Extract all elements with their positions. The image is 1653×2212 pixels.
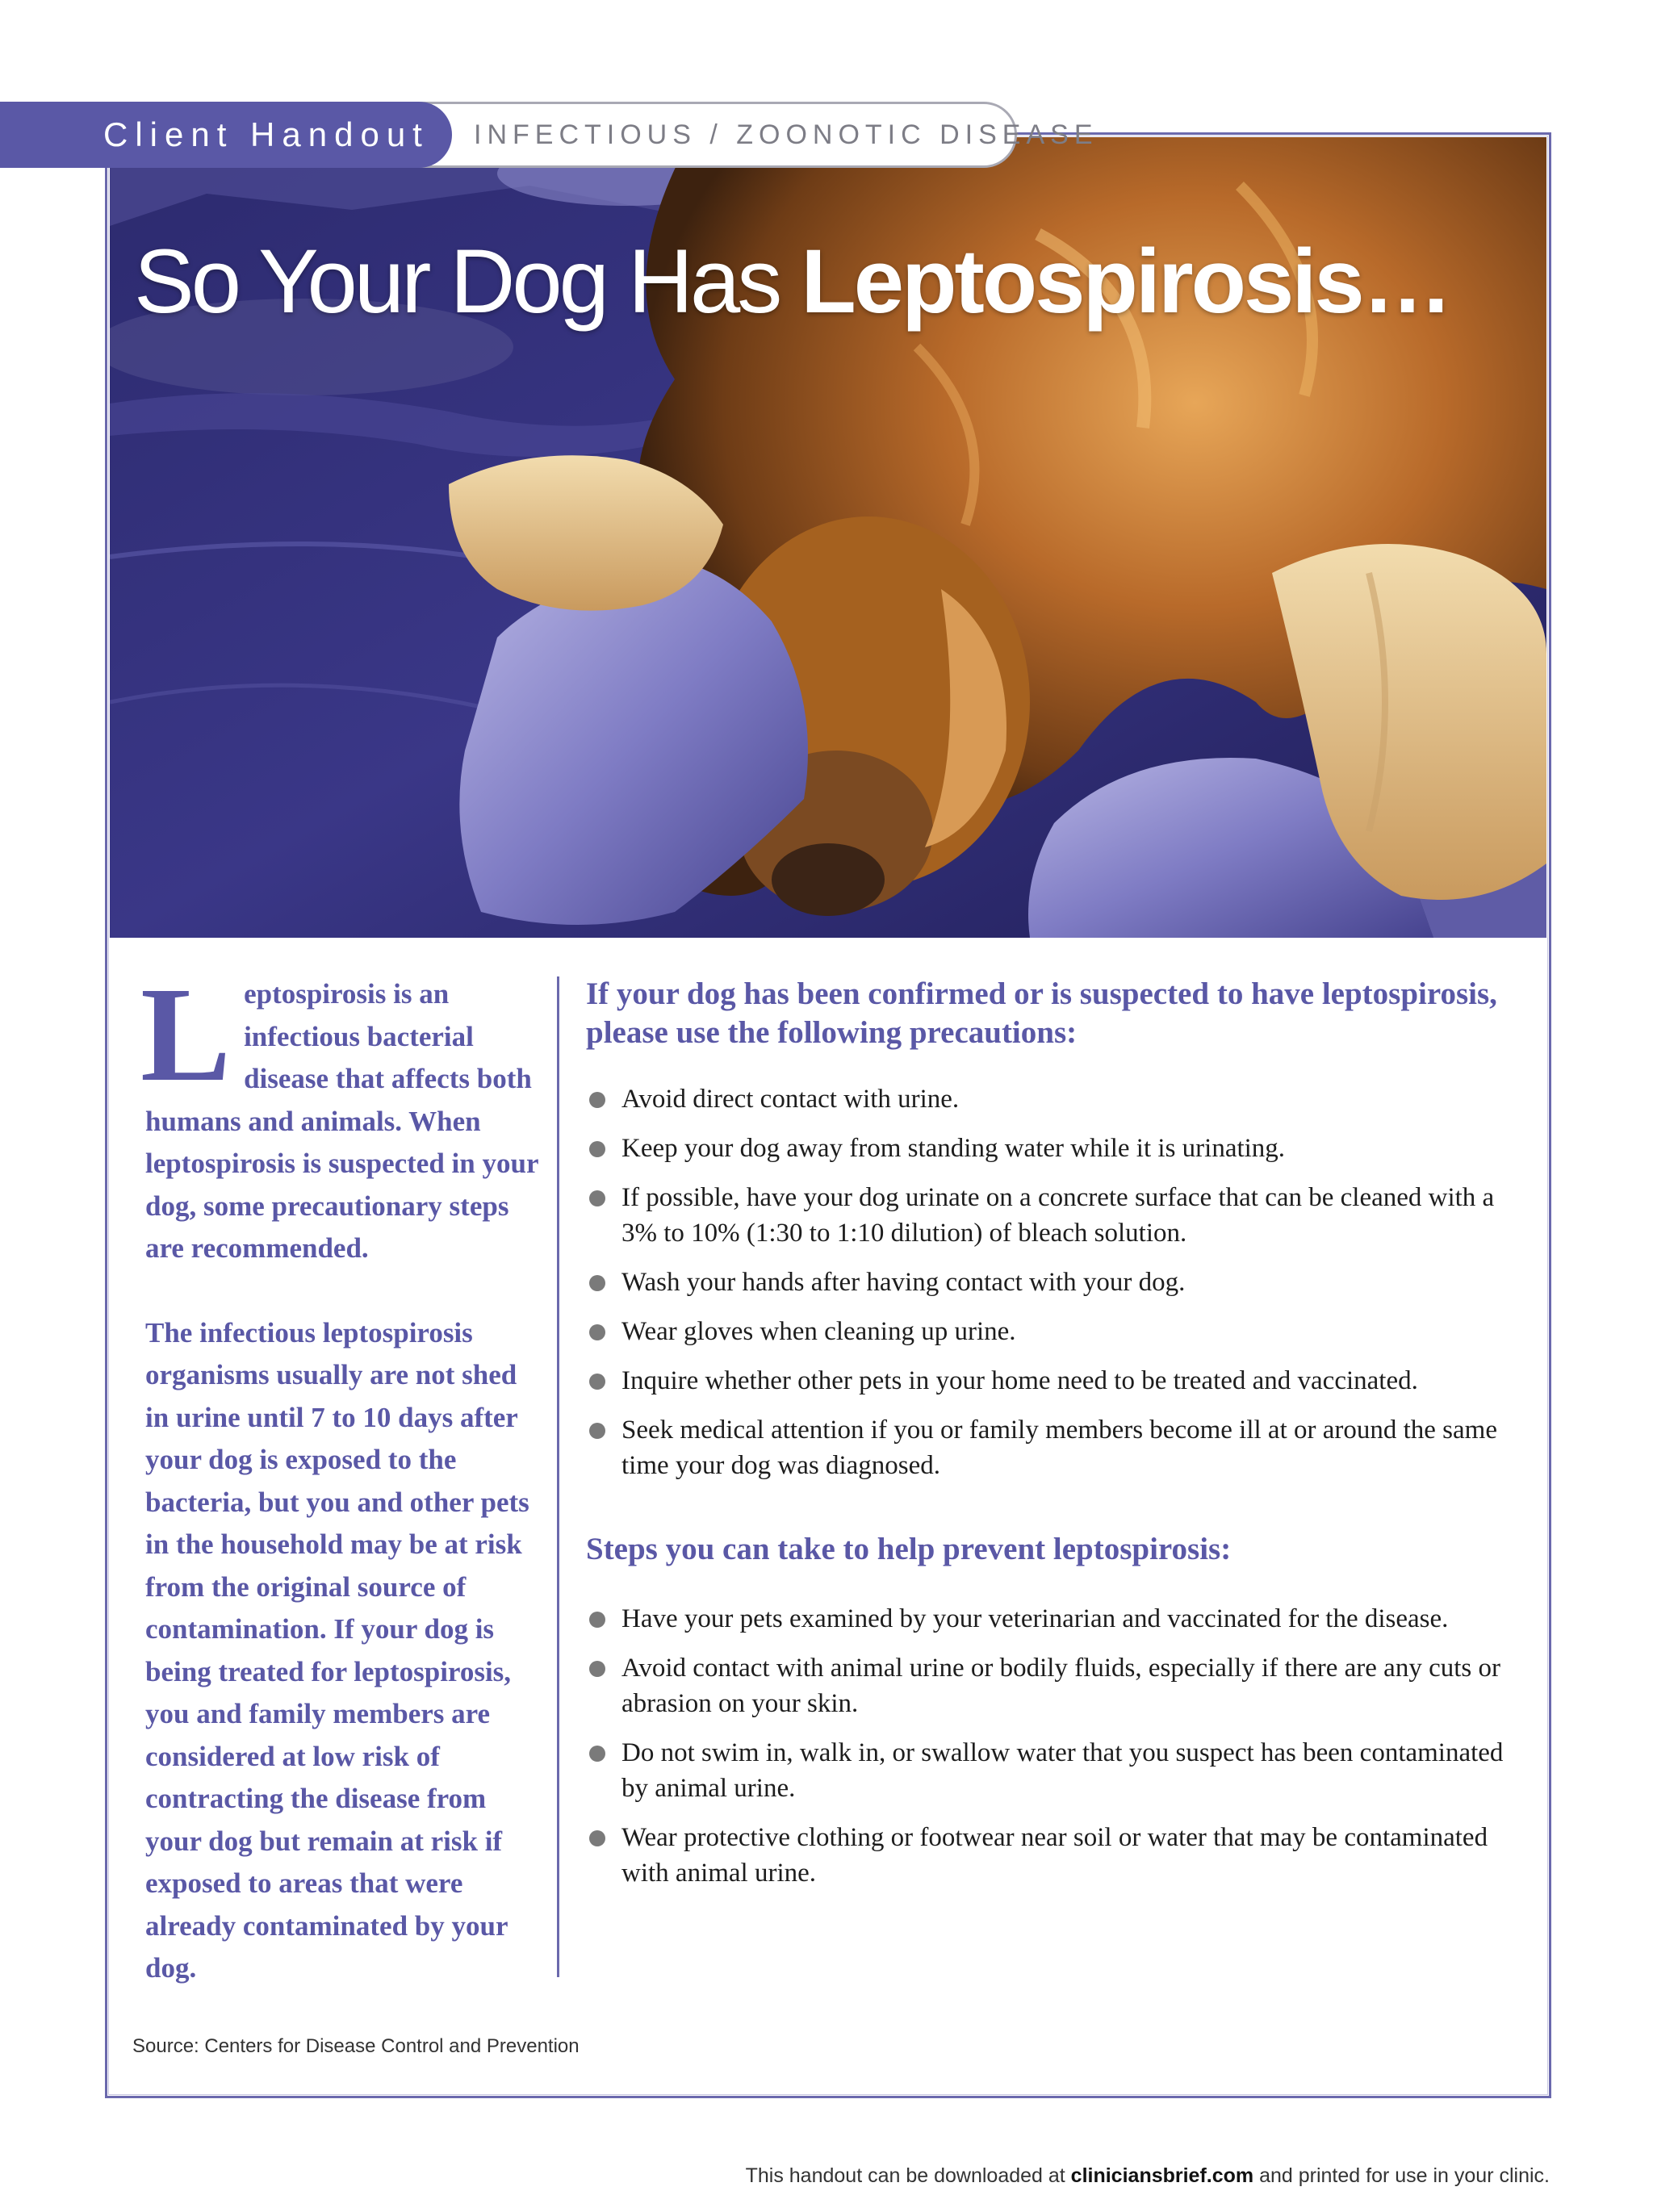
precautions-list <box>586 1081 1514 1483</box>
footer-site-link[interactable]: cliniciansbrief.com <box>1070 2164 1254 2187</box>
bullet-icon <box>589 1423 605 1439</box>
category-tab <box>404 102 1099 168</box>
bullet-icon <box>589 1746 605 1762</box>
list-item <box>586 1735 1514 1806</box>
bullet-icon <box>589 1661 605 1677</box>
list-item <box>586 1601 1514 1637</box>
list-item-text: If possible, have your dog urinate on a concrete surface that can be cleaned with a 3% to 10% (1:30 to 1:10 dilution) of bleach solution. <box>621 1183 1495 1248</box>
prevention-list <box>586 1601 1514 1891</box>
list-item <box>586 1265 1514 1300</box>
dropcap: L <box>140 960 232 1110</box>
bullet-icon <box>589 1092 605 1108</box>
bullet-icon <box>589 1190 605 1206</box>
footer-note <box>746 2164 1550 2188</box>
list-item-text: Wear protective clothing or footwear near soil or water that may be contaminated with animal urine. <box>621 1823 1488 1888</box>
list-item-text: Inquire whether other pets in your home need to be treated and vaccinated. <box>621 1366 1418 1395</box>
client-handout-tab <box>0 102 452 168</box>
list-item-text: Seek medical attention if you or family members become ill at or around the same time your dog was diagnosed. <box>621 1415 1497 1480</box>
list-item <box>586 1820 1514 1891</box>
title-light: So Your Dog Has <box>134 231 801 332</box>
intro-column <box>140 960 541 1990</box>
column-divider <box>557 976 559 1977</box>
list-item-text: Have your pets examined by your veterinarian and vaccinated for the disease. <box>621 1604 1449 1633</box>
list-item <box>586 1650 1514 1721</box>
list-item <box>586 1131 1514 1166</box>
title-bold: Leptospirosis… <box>801 231 1450 332</box>
precautions-heading: If your dog has been confirmed or is suspected to have leptospirosis, please use the following precautions: <box>586 976 1497 1050</box>
source-note: Source: Centers for Disease Control and Prevention <box>132 2035 580 2057</box>
bullet-icon <box>589 1275 605 1291</box>
list-item-text: Avoid direct contact with urine. <box>621 1085 960 1114</box>
list-item-text: Avoid contact with animal urine or bodily fluids, especially if there are any cuts or abrasion on your skin. <box>621 1654 1500 1718</box>
prevention-heading: Steps you can take to help prevent leptospirosis: <box>586 1532 1232 1566</box>
list-item <box>586 1363 1514 1399</box>
intro-lead-paragraph <box>140 960 541 1270</box>
list-item-text: Do not swim in, walk in, or swallow water that you suspect has been contaminated by animal urine. <box>621 1738 1504 1803</box>
guidance-column <box>586 975 1514 1891</box>
list-item-text: Wash your hands after having contact with your dog. <box>621 1268 1186 1297</box>
handout-label: Client Handout <box>103 115 429 153</box>
bullet-icon <box>589 1830 605 1846</box>
category-label: INFECTIOUS / ZOONOTIC DISEASE <box>474 119 1099 150</box>
list-item <box>586 1314 1514 1349</box>
footer-suffix: and printed for use in your clinic. <box>1253 2164 1550 2187</box>
bullet-icon <box>589 1141 605 1157</box>
page-title <box>134 229 1450 333</box>
list-item-text: Keep your dog away from standing water while it is urinating. <box>621 1134 1286 1163</box>
bullet-icon <box>589 1374 605 1390</box>
list-item <box>586 1412 1514 1483</box>
bullet-icon <box>589 1324 605 1340</box>
intro-lead-text: eptospirosis is an infectious bacterial disease that affects both humans and animals. When leptospirosis is suspected in your dog, some precautionary steps are recommended. <box>145 978 538 1264</box>
footer-prefix: This handout can be downloaded at <box>745 2164 1071 2187</box>
list-item <box>586 1180 1514 1251</box>
intro-body-paragraph: The infectious leptospirosis organisms usually are not shed in urine until 7 to 10 days after your dog is exposed to the bacteria, but you and other pets in the household may be at risk from the original source of contamination. If your dog is being treated for leptospirosis, you and family members are considered at low risk of contracting the disease from your dog but remain at risk if exposed to areas that were already contaminated by your dog. <box>145 1316 529 1984</box>
bullet-icon <box>589 1612 605 1628</box>
list-item <box>586 1081 1514 1117</box>
list-item-text: Wear gloves when cleaning up urine. <box>621 1317 1016 1346</box>
